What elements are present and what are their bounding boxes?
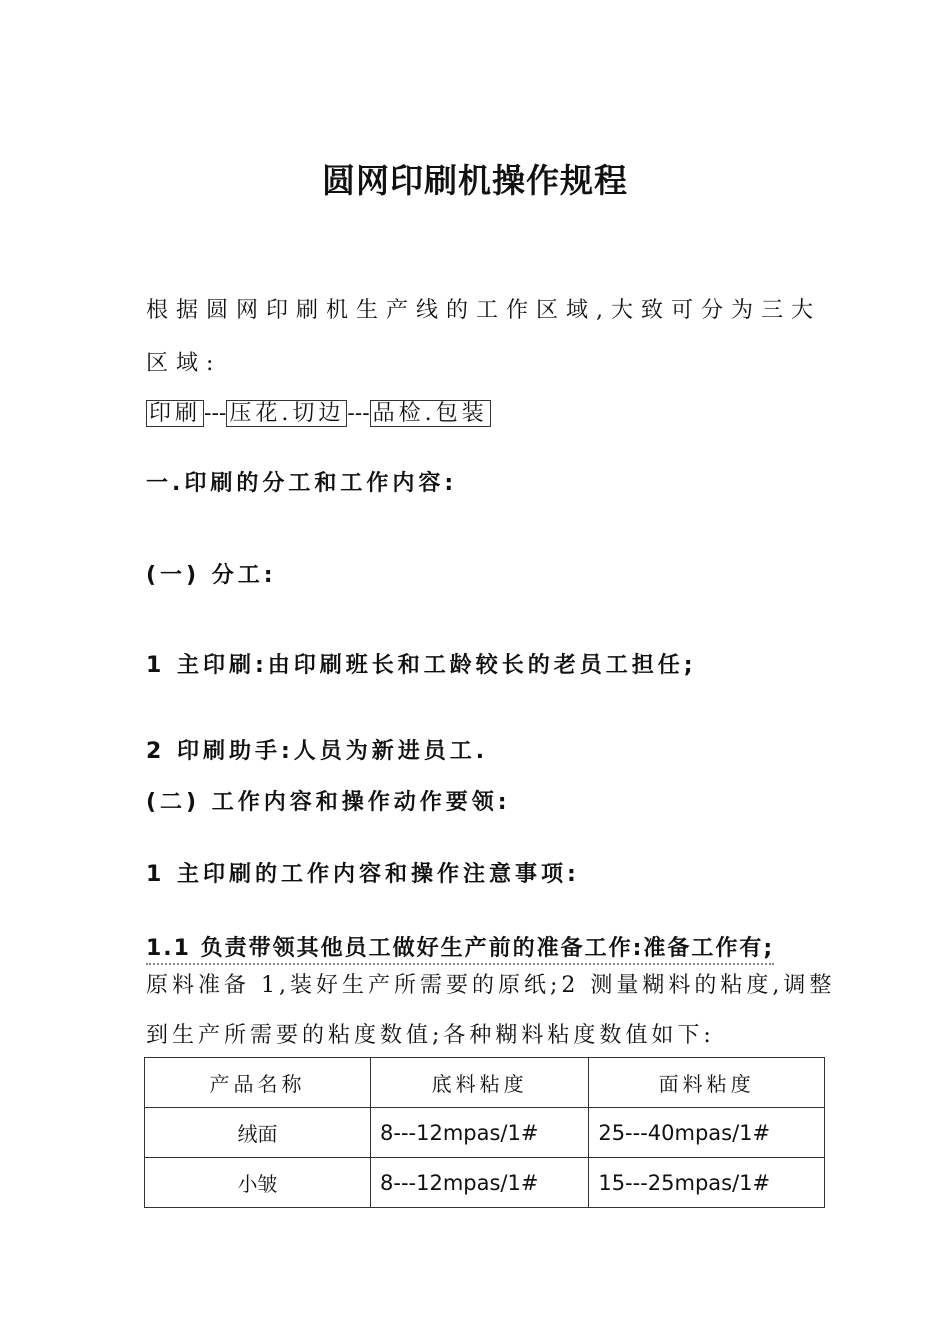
area-inspection: 品检.包装 <box>370 400 491 427</box>
area-printing: 印刷 <box>146 400 204 427</box>
item-preparation <box>146 931 774 962</box>
cell-surface: 15---25mpas/1# <box>589 1158 825 1208</box>
subsection-work-content: (二) 工作内容和操作动作要领: <box>146 790 511 815</box>
cell-base: 8---12mpas/1# <box>371 1158 589 1208</box>
table-row <box>145 1158 825 1208</box>
para-line-1: 原料准备 1,装好生产所需要的原纸;2 测量糊料的粘度,调整 <box>146 973 836 998</box>
cell-base: 8---12mpas/1# <box>371 1108 589 1158</box>
area-embossing: 压花.切边 <box>226 400 347 427</box>
item-main-printer: 1 主印刷:由印刷班长和工龄较长的老员工担任; <box>146 653 697 678</box>
table-row <box>145 1108 825 1158</box>
header-product-name: 产品名称 <box>145 1058 371 1108</box>
area-separator: --- <box>347 401 370 426</box>
document-title: 圆网印刷机操作规程 <box>322 161 628 200</box>
cell-surface: 25---40mpas/1# <box>589 1108 825 1158</box>
preparation-text: 1.1 负责带领其他员工做好生产前的准备工作:准备工作有; <box>146 936 774 965</box>
header-surface-viscosity: 面料粘度 <box>589 1058 825 1108</box>
item-main-printer-duties: 1 主印刷的工作内容和操作注意事项: <box>146 862 580 887</box>
section-heading-1: 一.印刷的分工和工作内容: <box>146 471 458 496</box>
cell-product: 小皱 <box>145 1158 371 1208</box>
header-base-viscosity: 底料粘度 <box>371 1058 589 1108</box>
para-line-2: 到生产所需要的粘度数值;各种糊料粘度数值如下: <box>146 1023 715 1048</box>
area-flow <box>146 396 491 427</box>
area-separator: --- <box>204 401 227 426</box>
intro-line-1: 根据圆网印刷机生产线的工作区域,大致可分为三大 <box>146 298 821 323</box>
cell-product: 绒面 <box>145 1108 371 1158</box>
subsection-division: (一) 分工: <box>146 563 277 588</box>
viscosity-table <box>144 1057 825 1208</box>
table-header-row <box>145 1058 825 1108</box>
intro-line-2: 区域: <box>146 351 222 376</box>
item-printing-assistant: 2 印刷助手:人员为新进员工. <box>146 739 489 764</box>
